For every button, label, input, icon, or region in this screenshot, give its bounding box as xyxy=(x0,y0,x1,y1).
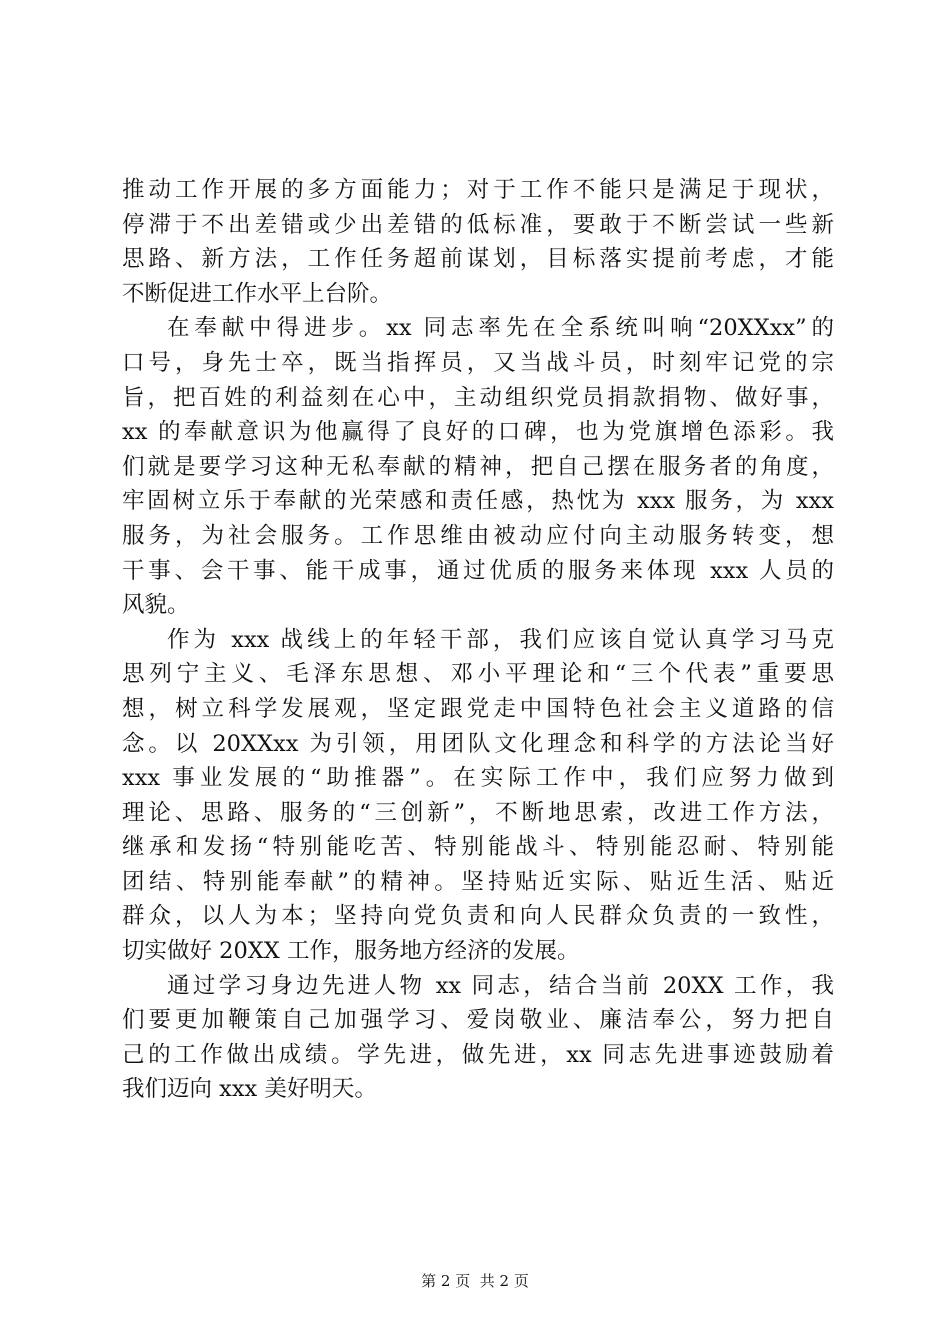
text-line: xx 的奉献意识为他赢得了良好的口碑，也为党旗增色添彩。我 xyxy=(122,419,834,446)
text-line: 牢固树立乐于奉献的光荣感和责任感，热忱为 xxx 服务，为 xxx xyxy=(122,488,834,515)
text-line: 己的工作做出成绩。学先进，做先进，xx 同志先进事迹鼓励着 xyxy=(122,1041,834,1068)
text-line: 推动工作开展的多方面能力；对于工作不能只是满足于现状， xyxy=(122,177,834,203)
document-body xyxy=(122,173,834,1107)
text-line: 口号，身先士卒，既当指挥员，又当战斗员，时刻牢记党的宗 xyxy=(122,349,834,376)
text-line: xxx 事业发展的“助推器”。在实际工作中，我们应努力做到 xyxy=(122,765,834,792)
text-line: 在奉献中得进步。xx 同志率先在全系统叫响“20XXxx”的 xyxy=(167,315,834,342)
text-line: 通过学习身边先进人物 xx 同志，结合当前 20XX 工作，我 xyxy=(167,972,834,999)
text-line: 我们迈向 xxx 美好明天。 xyxy=(122,1076,377,1103)
text-line: 干事、会干事、能干成事，通过优质的服务来体现 xxx 人员的 xyxy=(122,557,834,584)
text-line: 风貌。 xyxy=(122,592,190,619)
text-line: 切实做好 20XX 工作，服务地方经济的发展。 xyxy=(122,938,580,965)
text-line: 作为 xxx 战线上的年轻干部，我们应该自觉认真学习马克 xyxy=(167,626,834,653)
page-footer xyxy=(0,1271,950,1291)
text-line: 旨，把百姓的利益刻在心中，主动组织党员捐款捐物、做好事， xyxy=(122,384,834,411)
text-line: 理论、思路、服务的“三创新”，不断地思索，改进工作方法， xyxy=(122,799,834,826)
text-line: 想，树立科学发展观，坚定跟党走中国特色社会主义道路的信 xyxy=(122,695,834,722)
text-line: 思路、新方法，工作任务超前谋划，目标落实提前考虑，才能 xyxy=(122,246,834,273)
text-line: 停滞于不出差错或少出差错的低标准，要敢于不断尝试一些新 xyxy=(122,211,834,238)
text-line: 们要更加鞭策自己加强学习、爱岗敬业、廉洁奉公，努力把自 xyxy=(122,1007,834,1034)
text-line: 念。以 20XXxx 为引领，用团队文化理念和科学的方法论当好 xyxy=(122,730,834,757)
text-line: 不断促进工作水平上台阶。 xyxy=(122,280,393,307)
text-line: 服务，为社会服务。工作思维由被动应付向主动服务转变，想 xyxy=(122,522,834,549)
text-line: 群众，以人为本；坚持向党负责和向人民群众负责的一致性， xyxy=(122,903,834,930)
page-total: 共 2 页 xyxy=(479,1272,529,1290)
text-line: 团结、特别能奉献”的精神。坚持贴近实际、贴近生活、贴近 xyxy=(122,868,834,895)
text-line: 们就是要学习这种无私奉献的精神，把自己摆在服务者的角度， xyxy=(122,453,834,480)
page-number: 第 2 页 xyxy=(421,1272,471,1290)
text-line: 继承和发扬“特别能吃苦、特别能战斗、特别能忍耐、特别能 xyxy=(122,834,834,861)
text-line: 思列宁主义、毛泽东思想、邓小平理论和“三个代表”重要思 xyxy=(122,661,834,688)
